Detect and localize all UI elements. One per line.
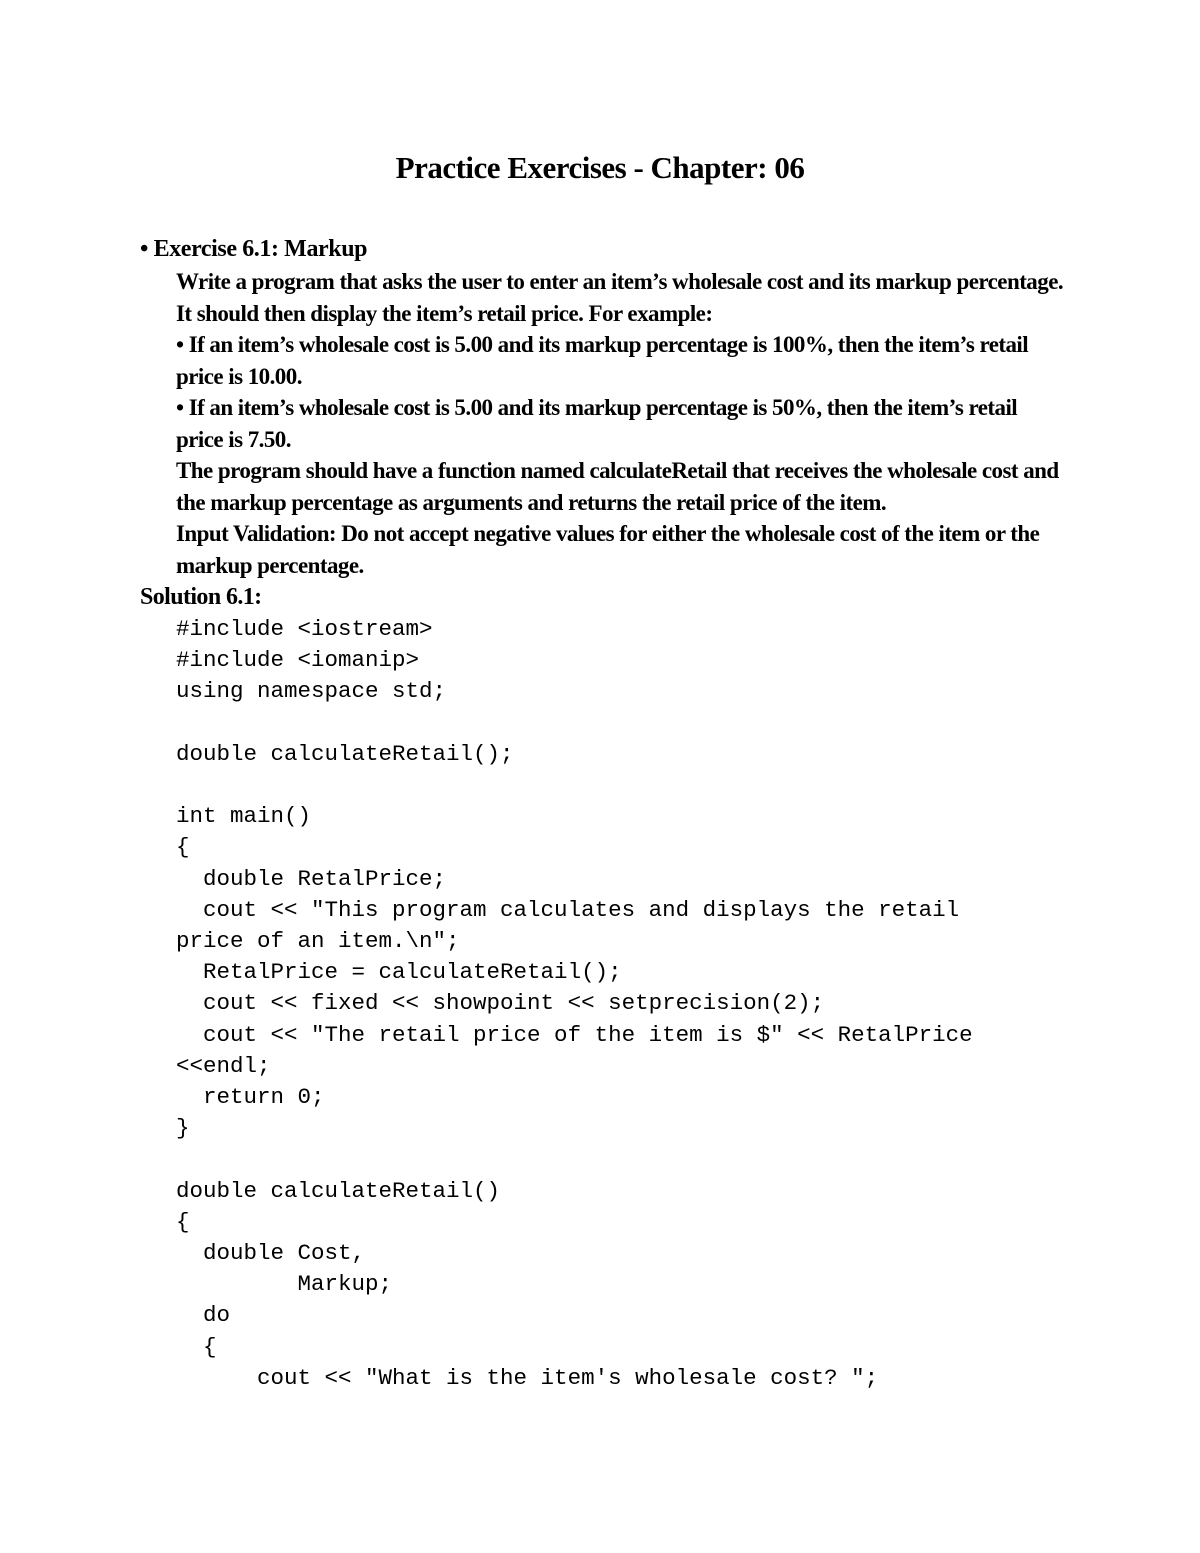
code-line: price of an item.\n";: [176, 928, 460, 955]
code-line: cout << "This program calculates and displays the retail: [176, 896, 960, 923]
exercise-heading: • Exercise 6.1: Markup: [140, 236, 368, 262]
example-bullet: • If an item’s wholesale cost is 5.00 and its markup percentage is 50%, then the item’s retail price is 7.50.: [176, 395, 1018, 452]
code-line: using namespace std;: [176, 678, 447, 705]
code-line: double calculateRetail();: [176, 740, 514, 767]
input-validation-paragraph: Input Validation: Do not accept negative values for either the wholesale cost of the item or the markup percentage.: [176, 521, 1040, 578]
code-line: int main(): [176, 803, 312, 830]
page-title: Practice Exercises - Chapter: 06: [395, 150, 805, 185]
code-line: cout << "What is the item's wholesale cost? ";: [176, 1364, 879, 1391]
code-line: cout << "The retail price of the item is $" << RetalPrice: [176, 1021, 973, 1048]
code-line: {: [176, 1208, 190, 1235]
code-line: <<endl;: [176, 1052, 271, 1079]
code-line: {: [176, 1333, 217, 1360]
code-line: return 0;: [176, 1084, 325, 1111]
code-line: do: [176, 1302, 231, 1329]
exercise-paragraph: The program should have a function named calculateRetail that receives the wholesale cost and the markup percentage as arguments and returns the retail price of the item.: [176, 458, 1059, 515]
code-line: {: [176, 834, 190, 861]
exercise-description: [176, 266, 1066, 581]
solution-heading: Solution 6.1:: [140, 584, 262, 610]
code-line: cout << fixed << showpoint << setprecision(2);: [176, 990, 825, 1017]
code-line: double calculateRetail(): [176, 1177, 501, 1204]
code-line: Markup;: [176, 1271, 393, 1298]
code-listing: [176, 614, 1076, 1394]
code-line: double Cost,: [176, 1240, 366, 1267]
exercise-paragraph: Write a program that asks the user to enter an item’s wholesale cost and its markup percentage. It should then display the item’s retail price. For example:: [176, 269, 1064, 326]
code-line: RetalPrice = calculateRetail();: [176, 959, 622, 986]
code-line: #include <iostream>: [176, 616, 433, 642]
example-bullet: • If an item’s wholesale cost is 5.00 and its markup percentage is 100%, then the item’s retail price is 10.00.: [176, 332, 1029, 389]
code-line: double RetalPrice;: [176, 865, 447, 892]
code-line: #include <iomanip>: [176, 647, 420, 674]
code-line: }: [176, 1115, 190, 1142]
